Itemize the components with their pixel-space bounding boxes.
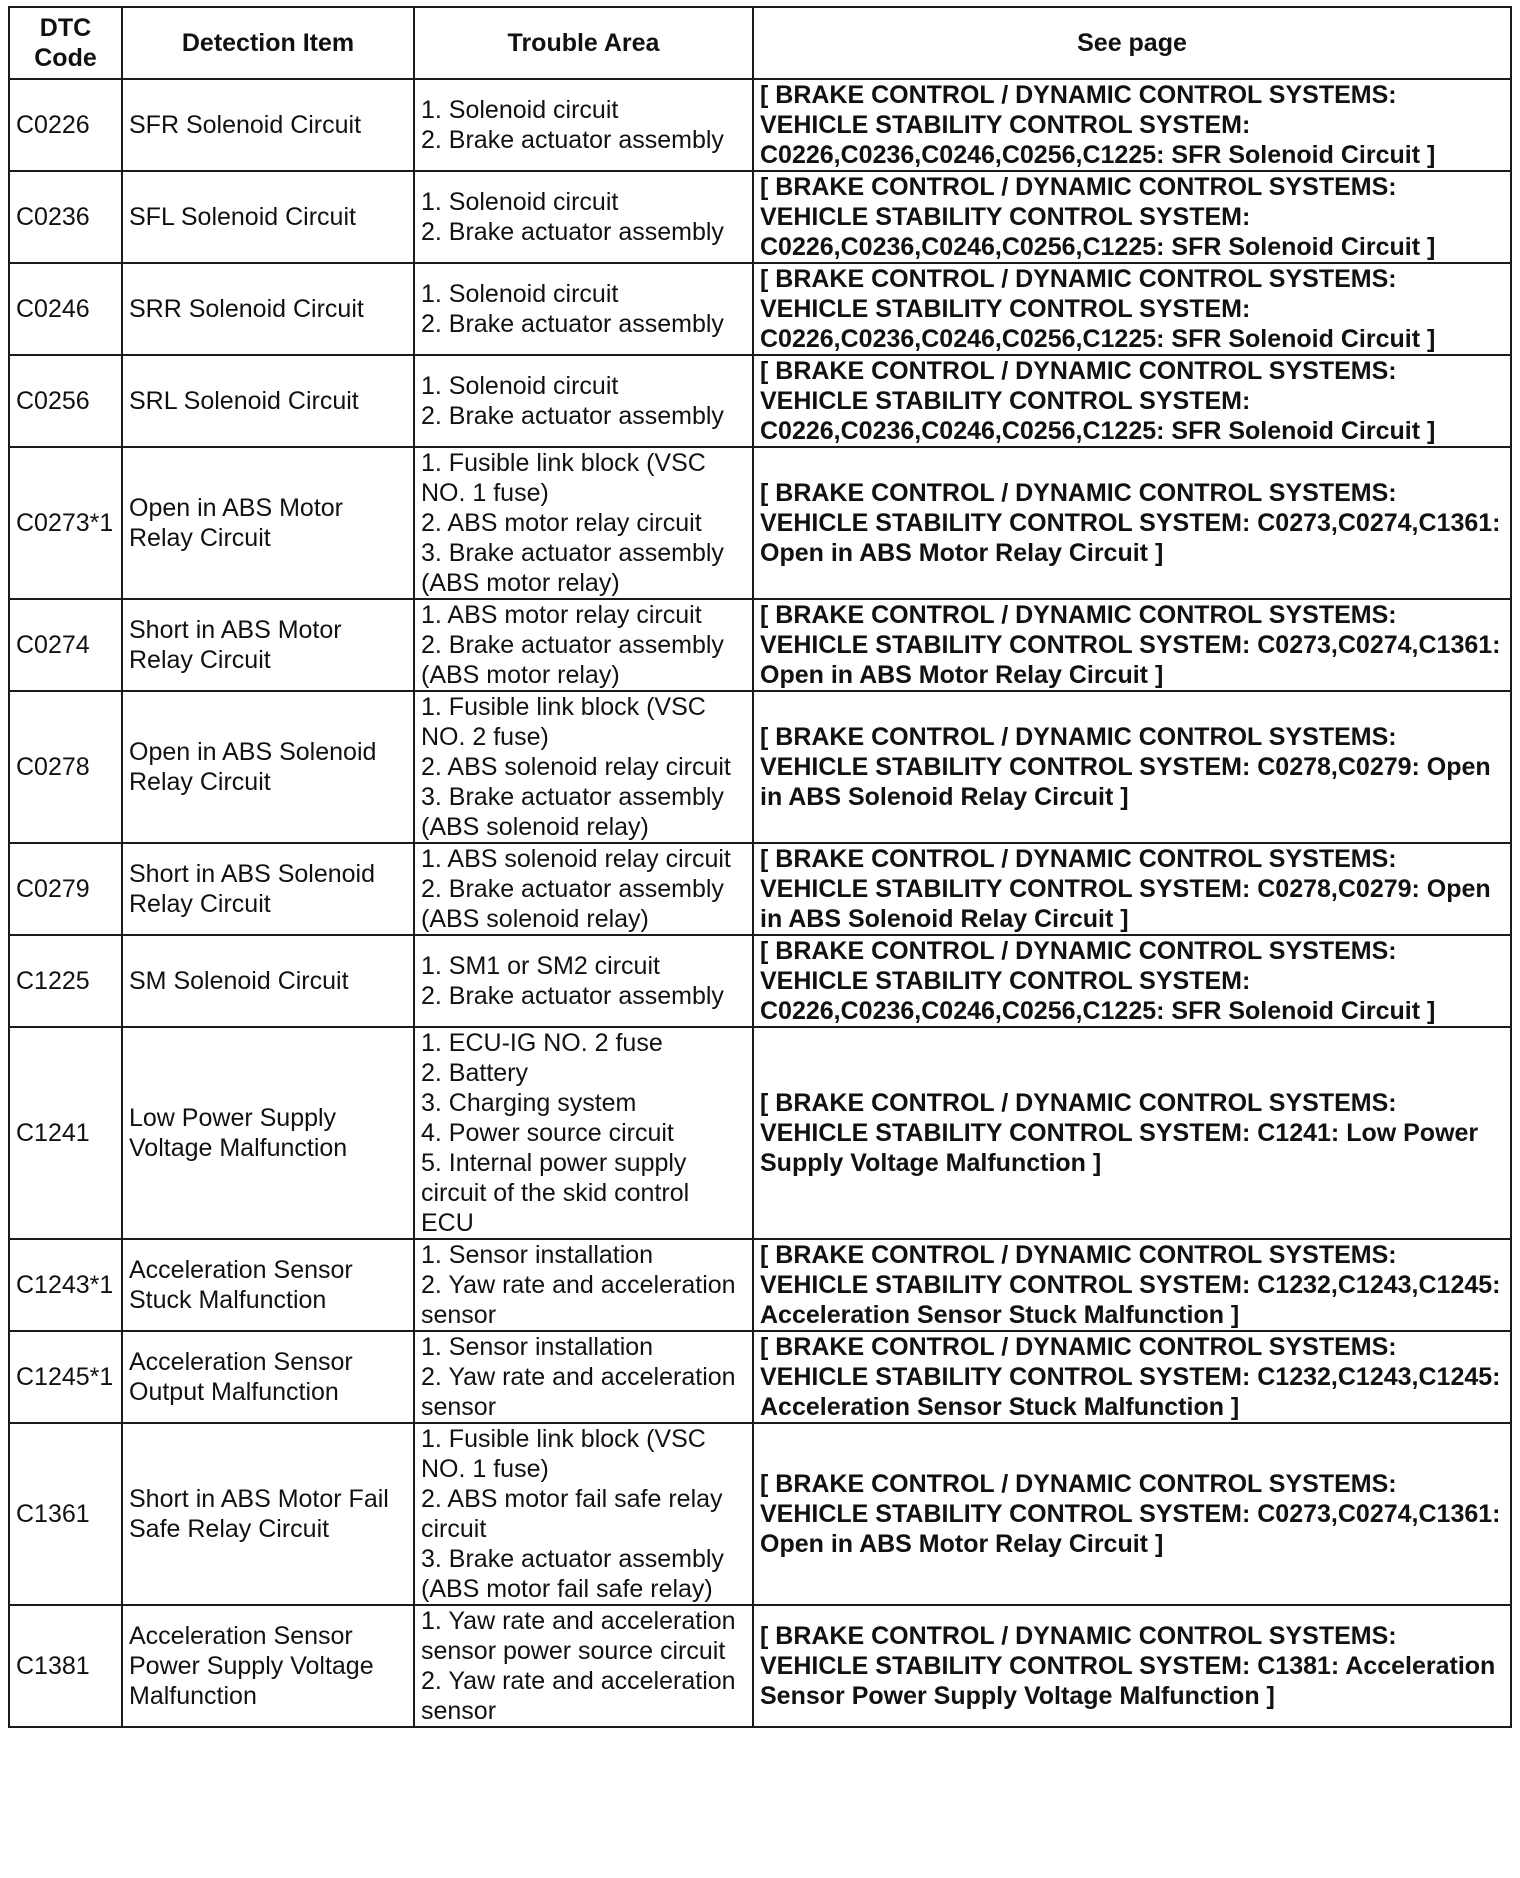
trouble-area-line: 5. Internal power supply <box>421 1149 687 1177</box>
trouble-area-line: 2. Brake actuator assembly <box>421 982 724 1010</box>
see-page-line: Acceleration Sensor Stuck Malfunction ] <box>760 1301 1240 1329</box>
trouble-area-line: 1. SM1 or SM2 circuit <box>421 952 660 980</box>
see-page-line: VEHICLE STABILITY CONTROL SYSTEM: C1232,C1243,C1245: <box>760 1271 1501 1299</box>
trouble-area-line: 3. Brake actuator assembly <box>421 783 724 811</box>
trouble-area-cell <box>414 691 753 843</box>
trouble-area-cell <box>414 599 753 691</box>
detection-item-line: Relay Circuit <box>129 768 271 796</box>
dtc-code-cell: C0278 <box>9 691 122 843</box>
see-page-line: [ BRAKE CONTROL / DYNAMIC CONTROL SYSTEMS: <box>760 1089 1397 1117</box>
trouble-area-line: 1. Solenoid circuit <box>421 96 619 124</box>
see-page-cell <box>753 843 1511 935</box>
see-page-line: VEHICLE STABILITY CONTROL SYSTEM: <box>760 967 1251 995</box>
table-header-row <box>9 7 1511 79</box>
detection-item-line: Safe Relay Circuit <box>129 1515 330 1543</box>
detection-item-cell <box>122 447 414 599</box>
see-page-cell <box>753 599 1511 691</box>
see-page-cell <box>753 935 1511 1027</box>
header-dtc-code-line2: Code <box>34 44 97 72</box>
table-row <box>9 447 1511 599</box>
detection-item-cell: SFL Solenoid Circuit <box>122 171 414 263</box>
header-detection-item: Detection Item <box>122 7 414 79</box>
detection-item-cell <box>122 1239 414 1331</box>
trouble-area-line: NO. 2 fuse) <box>421 723 549 751</box>
trouble-area-line: 4. Power source circuit <box>421 1119 674 1147</box>
see-page-line: VEHICLE STABILITY CONTROL SYSTEM: <box>760 387 1251 415</box>
trouble-area-line: 1. Yaw rate and acceleration <box>421 1607 736 1635</box>
detection-item-line: Acceleration Sensor <box>129 1348 353 1376</box>
dtc-code-cell: C0246 <box>9 263 122 355</box>
trouble-area-line: (ABS motor fail safe relay) <box>421 1575 713 1603</box>
see-page-cell <box>753 1605 1511 1727</box>
see-page-line: VEHICLE STABILITY CONTROL SYSTEM: C0273,C0274,C1361: <box>760 1500 1501 1528</box>
see-page-cell <box>753 1423 1511 1605</box>
trouble-area-cell <box>414 1423 753 1605</box>
trouble-area-cell <box>414 1239 753 1331</box>
detection-item-cell <box>122 1331 414 1423</box>
see-page-line: C0226,C0236,C0246,C0256,C1225: SFR Solenoid Circuit ] <box>760 417 1436 445</box>
trouble-area-line: 3. Brake actuator assembly <box>421 1545 724 1573</box>
trouble-area-line: 2. Yaw rate and acceleration <box>421 1363 736 1391</box>
dtc-code-cell: C0273*1 <box>9 447 122 599</box>
trouble-area-line: ECU <box>421 1209 474 1237</box>
trouble-area-line: 1. Sensor installation <box>421 1241 654 1269</box>
trouble-area-cell <box>414 79 753 171</box>
trouble-area-cell <box>414 843 753 935</box>
table-row <box>9 599 1511 691</box>
trouble-area-cell <box>414 355 753 447</box>
detection-item-cell <box>122 599 414 691</box>
table-row <box>9 79 1511 171</box>
see-page-line: [ BRAKE CONTROL / DYNAMIC CONTROL SYSTEMS: <box>760 845 1397 873</box>
detection-item-line: Output Malfunction <box>129 1378 339 1406</box>
detection-item-cell <box>122 691 414 843</box>
trouble-area-line: 2. ABS solenoid relay circuit <box>421 753 731 781</box>
trouble-area-line: 1. Fusible link block (VSC <box>421 449 706 477</box>
see-page-line: VEHICLE STABILITY CONTROL SYSTEM: C1232,C1243,C1245: <box>760 1363 1501 1391</box>
table-row <box>9 355 1511 447</box>
trouble-area-line: 2. Brake actuator assembly <box>421 310 724 338</box>
trouble-area-cell <box>414 1027 753 1239</box>
see-page-line: Open in ABS Motor Relay Circuit ] <box>760 1530 1164 1558</box>
detection-item-cell <box>122 843 414 935</box>
see-page-line: C0226,C0236,C0246,C0256,C1225: SFR Solenoid Circuit ] <box>760 325 1436 353</box>
see-page-line: [ BRAKE CONTROL / DYNAMIC CONTROL SYSTEMS: <box>760 601 1397 629</box>
dtc-table <box>8 6 1512 1728</box>
table-row <box>9 171 1511 263</box>
table-row <box>9 1331 1511 1423</box>
trouble-area-line: 1. Solenoid circuit <box>421 280 619 308</box>
see-page-line: VEHICLE STABILITY CONTROL SYSTEM: <box>760 295 1251 323</box>
dtc-code-cell: C1361 <box>9 1423 122 1605</box>
detection-item-line: Power Supply Voltage <box>129 1652 374 1680</box>
trouble-area-line: (ABS solenoid relay) <box>421 813 649 841</box>
dtc-code-cell: C0236 <box>9 171 122 263</box>
detection-item-cell <box>122 1605 414 1727</box>
detection-item-cell <box>122 1423 414 1605</box>
detection-item-line: Low Power Supply <box>129 1104 337 1132</box>
trouble-area-cell <box>414 447 753 599</box>
trouble-area-line: sensor <box>421 1393 497 1421</box>
detection-item-line: Relay Circuit <box>129 524 271 552</box>
detection-item-line: Open in ABS Motor <box>129 494 344 522</box>
see-page-cell <box>753 447 1511 599</box>
detection-item-line: Short in ABS Motor Fail <box>129 1485 389 1513</box>
see-page-line: [ BRAKE CONTROL / DYNAMIC CONTROL SYSTEMS: <box>760 81 1397 109</box>
see-page-cell <box>753 79 1511 171</box>
dtc-code-cell: C1225 <box>9 935 122 1027</box>
trouble-area-line: 2. ABS motor fail safe relay <box>421 1485 723 1513</box>
trouble-area-line: (ABS solenoid relay) <box>421 905 649 933</box>
see-page-line: [ BRAKE CONTROL / DYNAMIC CONTROL SYSTEMS: <box>760 479 1397 507</box>
see-page-line: [ BRAKE CONTROL / DYNAMIC CONTROL SYSTEMS: <box>760 357 1397 385</box>
see-page-line: [ BRAKE CONTROL / DYNAMIC CONTROL SYSTEMS: <box>760 1470 1397 1498</box>
trouble-area-cell <box>414 263 753 355</box>
table-body <box>9 79 1511 1727</box>
detection-item-cell <box>122 1027 414 1239</box>
dtc-code-cell: C1245*1 <box>9 1331 122 1423</box>
see-page-line: Sensor Power Supply Voltage Malfunction ] <box>760 1682 1275 1710</box>
trouble-area-line: 2. Brake actuator assembly <box>421 402 724 430</box>
see-page-line: VEHICLE STABILITY CONTROL SYSTEM: <box>760 111 1251 139</box>
dtc-code-cell: C0279 <box>9 843 122 935</box>
header-see-page: See page <box>753 7 1511 79</box>
see-page-line: VEHICLE STABILITY CONTROL SYSTEM: C1241: Low Power <box>760 1119 1479 1147</box>
trouble-area-line: sensor <box>421 1697 497 1725</box>
see-page-cell <box>753 691 1511 843</box>
detection-item-line: Open in ABS Solenoid <box>129 738 377 766</box>
trouble-area-line: 2. Battery <box>421 1059 528 1087</box>
see-page-line: in ABS Solenoid Relay Circuit ] <box>760 905 1129 933</box>
see-page-cell <box>753 1027 1511 1239</box>
table-row <box>9 935 1511 1027</box>
see-page-line: C0226,C0236,C0246,C0256,C1225: SFR Solenoid Circuit ] <box>760 233 1436 261</box>
header-dtc-code-line1: DTC <box>39 14 92 42</box>
see-page-line: VEHICLE STABILITY CONTROL SYSTEM: C0278,C0279: Open <box>760 875 1491 903</box>
trouble-area-line: 1. Fusible link block (VSC <box>421 1425 706 1453</box>
trouble-area-line: 2. Yaw rate and acceleration <box>421 1667 736 1695</box>
see-page-line: Supply Voltage Malfunction ] <box>760 1149 1102 1177</box>
trouble-area-line: 1. Sensor installation <box>421 1333 654 1361</box>
detection-item-cell: SRR Solenoid Circuit <box>122 263 414 355</box>
see-page-line: VEHICLE STABILITY CONTROL SYSTEM: C0273,C0274,C1361: <box>760 509 1501 537</box>
trouble-area-line: 1. Solenoid circuit <box>421 188 619 216</box>
trouble-area-cell <box>414 171 753 263</box>
trouble-area-line: 1. ECU-IG NO. 2 fuse <box>421 1029 663 1057</box>
table-row <box>9 843 1511 935</box>
see-page-line: VEHICLE STABILITY CONTROL SYSTEM: C0273,C0274,C1361: <box>760 631 1501 659</box>
see-page-line: [ BRAKE CONTROL / DYNAMIC CONTROL SYSTEMS: <box>760 723 1397 751</box>
detection-item-cell: SRL Solenoid Circuit <box>122 355 414 447</box>
trouble-area-line: 2. Brake actuator assembly <box>421 126 724 154</box>
table-row <box>9 1605 1511 1727</box>
see-page-line: VEHICLE STABILITY CONTROL SYSTEM: <box>760 203 1251 231</box>
trouble-area-line: 3. Brake actuator assembly <box>421 539 724 567</box>
detection-item-line: Acceleration Sensor <box>129 1622 353 1650</box>
trouble-area-line: (ABS motor relay) <box>421 661 620 689</box>
see-page-cell <box>753 1239 1511 1331</box>
see-page-line: C0226,C0236,C0246,C0256,C1225: SFR Solenoid Circuit ] <box>760 997 1436 1025</box>
detection-item-line: Acceleration Sensor <box>129 1256 353 1284</box>
see-page-line: [ BRAKE CONTROL / DYNAMIC CONTROL SYSTEMS: <box>760 1241 1397 1269</box>
dtc-code-cell: C1241 <box>9 1027 122 1239</box>
detection-item-line: Short in ABS Motor <box>129 616 342 644</box>
see-page-line: Open in ABS Motor Relay Circuit ] <box>760 539 1164 567</box>
header-dtc-code <box>9 7 122 79</box>
see-page-line: [ BRAKE CONTROL / DYNAMIC CONTROL SYSTEMS: <box>760 1622 1397 1650</box>
dtc-table-wrapper <box>8 6 1512 1728</box>
table-row <box>9 1239 1511 1331</box>
trouble-area-line: circuit <box>421 1515 487 1543</box>
detection-item-line: Voltage Malfunction <box>129 1134 348 1162</box>
trouble-area-line: 2. Brake actuator assembly <box>421 218 724 246</box>
trouble-area-line: 2. Yaw rate and acceleration <box>421 1271 736 1299</box>
trouble-area-cell <box>414 935 753 1027</box>
see-page-cell <box>753 1331 1511 1423</box>
detection-item-line: Short in ABS Solenoid <box>129 860 375 888</box>
trouble-area-line: 2. Brake actuator assembly <box>421 875 724 903</box>
dtc-code-cell: C1243*1 <box>9 1239 122 1331</box>
see-page-line: C0226,C0236,C0246,C0256,C1225: SFR Solenoid Circuit ] <box>760 141 1436 169</box>
trouble-area-line: 1. ABS motor relay circuit <box>421 601 702 629</box>
detection-item-cell: SFR Solenoid Circuit <box>122 79 414 171</box>
detection-item-line: Relay Circuit <box>129 890 271 918</box>
dtc-code-cell: C0226 <box>9 79 122 171</box>
trouble-area-line: NO. 1 fuse) <box>421 479 549 507</box>
see-page-line: Acceleration Sensor Stuck Malfunction ] <box>760 1393 1240 1421</box>
detection-item-line: Relay Circuit <box>129 646 271 674</box>
trouble-area-line: sensor <box>421 1301 497 1329</box>
detection-item-cell: SM Solenoid Circuit <box>122 935 414 1027</box>
trouble-area-line: 1. Solenoid circuit <box>421 372 619 400</box>
see-page-cell <box>753 263 1511 355</box>
trouble-area-line: NO. 1 fuse) <box>421 1455 549 1483</box>
trouble-area-line: 1. Fusible link block (VSC <box>421 693 706 721</box>
see-page-line: [ BRAKE CONTROL / DYNAMIC CONTROL SYSTEMS: <box>760 937 1397 965</box>
dtc-code-cell: C0274 <box>9 599 122 691</box>
dtc-code-cell: C0256 <box>9 355 122 447</box>
trouble-area-line: circuit of the skid control <box>421 1179 690 1207</box>
table-row <box>9 263 1511 355</box>
see-page-line: [ BRAKE CONTROL / DYNAMIC CONTROL SYSTEMS: <box>760 1333 1397 1361</box>
trouble-area-cell <box>414 1331 753 1423</box>
table-row <box>9 1027 1511 1239</box>
see-page-line: [ BRAKE CONTROL / DYNAMIC CONTROL SYSTEMS: <box>760 265 1397 293</box>
detection-item-line: Stuck Malfunction <box>129 1286 327 1314</box>
table-row <box>9 1423 1511 1605</box>
see-page-line: VEHICLE STABILITY CONTROL SYSTEM: C1381: Acceleration <box>760 1652 1496 1680</box>
trouble-area-line: 2. ABS motor relay circuit <box>421 509 702 537</box>
see-page-line: VEHICLE STABILITY CONTROL SYSTEM: C0278,C0279: Open <box>760 753 1491 781</box>
trouble-area-cell <box>414 1605 753 1727</box>
see-page-cell <box>753 355 1511 447</box>
trouble-area-line: sensor power source circuit <box>421 1637 726 1665</box>
see-page-line: [ BRAKE CONTROL / DYNAMIC CONTROL SYSTEMS: <box>760 173 1397 201</box>
trouble-area-line: (ABS motor relay) <box>421 569 620 597</box>
see-page-line: in ABS Solenoid Relay Circuit ] <box>760 783 1129 811</box>
trouble-area-line: 2. Brake actuator assembly <box>421 631 724 659</box>
trouble-area-line: 1. ABS solenoid relay circuit <box>421 845 731 873</box>
dtc-code-cell: C1381 <box>9 1605 122 1727</box>
trouble-area-line: 3. Charging system <box>421 1089 637 1117</box>
header-trouble-area: Trouble Area <box>414 7 753 79</box>
see-page-line: Open in ABS Motor Relay Circuit ] <box>760 661 1164 689</box>
table-row <box>9 691 1511 843</box>
detection-item-line: Malfunction <box>129 1682 257 1710</box>
see-page-cell <box>753 171 1511 263</box>
